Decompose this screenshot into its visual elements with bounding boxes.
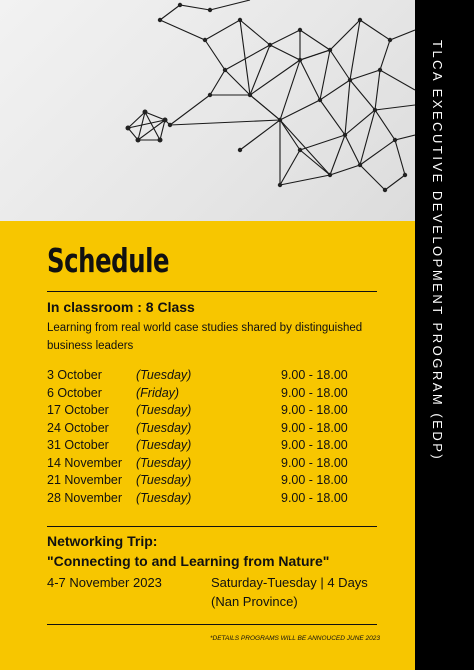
schedule-row	[47, 386, 377, 404]
session-date: 17 October	[47, 403, 109, 417]
program-title: TLCA EXECUTIVE DEVELOPMENT PROGRAM (EDP)	[429, 40, 445, 462]
schedule-row	[47, 438, 377, 456]
session-day: (Tuesday)	[136, 456, 192, 470]
session-time: 9.00 - 18.00	[281, 491, 348, 505]
session-day: (Tuesday)	[136, 491, 192, 505]
trip-title: Networking Trip:	[47, 533, 158, 549]
session-time: 9.00 - 18.00	[281, 386, 348, 400]
session-date: 3 October	[47, 368, 102, 382]
schedule-row	[47, 403, 377, 421]
session-time: 9.00 - 18.00	[281, 473, 348, 487]
session-day: (Tuesday)	[136, 403, 192, 417]
classroom-title: In classroom : 8 Class	[47, 299, 195, 315]
trip-days: Saturday-Tuesday | 4 Days	[211, 575, 368, 590]
divider-middle	[47, 526, 377, 527]
session-time: 9.00 - 18.00	[281, 421, 348, 435]
hero-network-photo	[0, 0, 415, 221]
session-date: 28 November	[47, 491, 123, 505]
session-date: 21 November	[47, 473, 123, 487]
schedule-heading: Schedule	[47, 241, 170, 280]
trip-subtitle: "Connecting to and Learning from Nature"	[47, 553, 330, 569]
schedule-row	[47, 421, 377, 439]
classroom-description: Learning from real world case studies shared by distinguished business leaders	[47, 322, 363, 352]
schedule-row	[47, 473, 377, 491]
trip-location: (Nan Province)	[211, 594, 298, 609]
network-string-art-image	[0, 0, 415, 221]
session-day: (Tuesday)	[136, 438, 192, 452]
trip-dates: 4-7 November 2023	[47, 575, 162, 590]
session-date: 14 November	[47, 456, 123, 470]
schedule-row	[47, 491, 377, 509]
session-time: 9.00 - 18.00	[281, 456, 348, 470]
session-time: 9.00 - 18.00	[281, 438, 348, 452]
session-day: (Tuesday)	[136, 473, 192, 487]
divider-top	[47, 291, 377, 292]
divider-bottom	[47, 624, 377, 625]
session-time: 9.00 - 18.00	[281, 368, 348, 382]
session-day: (Tuesday)	[136, 421, 192, 435]
schedule-row	[47, 456, 377, 474]
side-bar	[415, 0, 474, 670]
session-date: 31 October	[47, 438, 109, 452]
session-date: 6 October	[47, 386, 102, 400]
session-day: (Friday)	[136, 386, 180, 400]
schedule-row	[47, 368, 377, 386]
session-date: 24 October	[47, 421, 109, 435]
session-time: 9.00 - 18.00	[281, 403, 348, 417]
footnote: *DETAILS PROGRAMS WILL BE ANNOUCED JUNE 2023	[209, 635, 380, 642]
session-day: (Tuesday)	[136, 368, 192, 382]
